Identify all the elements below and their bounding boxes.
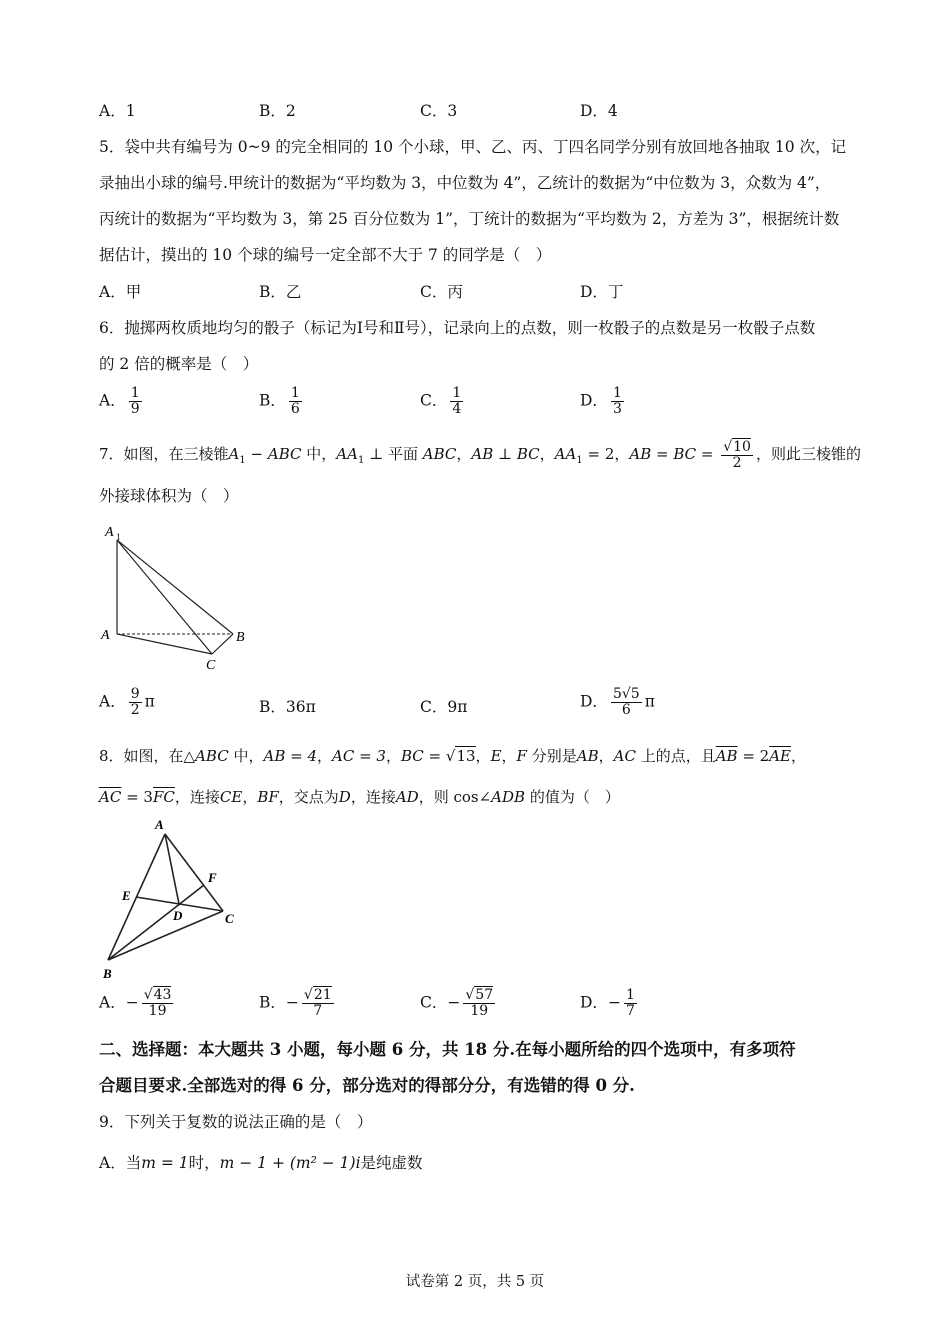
label-b: B <box>236 630 245 645</box>
q9-option-a: A．当m = 1时，m − 1 + (m² − 1)i是纯虚数 <box>99 1154 423 1172</box>
q7-option-c: C．9π <box>420 698 468 716</box>
q9-title: 9．下列关于复数的说法正确的是（ ） <box>99 1113 373 1131</box>
edge-a1-b <box>117 540 233 634</box>
q5-line-4: 据估计，摸出的 10 个球的编号一定全部不大于 7 的同学是（ ） <box>99 246 552 264</box>
q7-option-b: B．36π <box>259 698 316 716</box>
label-a: A <box>155 817 164 832</box>
label-c: C <box>206 658 216 673</box>
q7-option-d: D． $\frac{5√5}{6}$ π <box>580 686 655 718</box>
q7-line-1: 7．如图，在三棱锥$A_1$ − ABC 中，$AA_1$ ⊥ 平面 ABC，AB ⊥ BC，$AA_1 = 2$，AB = BC = $\frac{√10}{2}$ ，则此三棱锥的 <box>99 438 861 471</box>
q5-option-c: C．丙 <box>420 283 463 301</box>
q8-option-d: D．− $\frac{1}{7}$ <box>580 987 635 1019</box>
q5-option-d: D．丁 <box>580 283 624 301</box>
q4-option-a: A．1 <box>99 102 136 120</box>
label-b: B <box>103 966 112 981</box>
label-f: F <box>208 870 217 885</box>
q4-option-d: D．4 <box>580 102 618 120</box>
q6-option-b: B． $\frac{1}{6}$ <box>259 385 300 417</box>
label-a1-sub: 1 <box>116 532 121 542</box>
q4-option-c: C．3 <box>420 102 458 120</box>
label-e: E <box>122 888 131 903</box>
q5-option-a: A．甲 <box>99 283 142 301</box>
q6-option-d: D． $\frac{1}{3}$ <box>580 385 622 417</box>
edge-c-b <box>212 634 233 654</box>
q6-line-2: 的 2 倍的概率是（ ） <box>99 355 259 373</box>
label-c: C <box>225 911 234 926</box>
q5-line-2: 录抽出小球的编号.甲统计的数据为“平均数为 3，中位数为 4”，乙统计的数据为“中位数为 3，众数为 4”， <box>99 174 831 192</box>
page-footer: 试卷第 2 页，共 5 页 <box>405 1274 545 1290</box>
label-a: A <box>101 628 110 643</box>
q5-line-1: 5．袋中共有编号为 0~9 的完全相同的 10 个小球，甲、乙、丙、丁四名同学分别有放回地各抽取 10 次，记 <box>99 138 847 156</box>
q5-line-3: 丙统计的数据为“平均数为 3，第 25 百分位数为 1”，丁统计的数据为“平均数为 2，方差为 3”，根据统计数 <box>99 210 840 228</box>
q6-option-a: A． $\frac{1}{9}$ <box>99 385 140 417</box>
q6-line-1: 6．抛掷两枚质地均匀的骰子（标记为Ⅰ号和Ⅱ号），记录向上的点数，则一枚骰子的点数是另一枚骰子点数 <box>99 319 816 337</box>
q8-triangle-figure <box>95 812 255 984</box>
q8-line-2: $\overline{AC} = 3\overline{FC}$，连接CE，BF，交点为D，连接AD，则 cos∠ADB 的值为（ ） <box>99 788 620 806</box>
q8-line-1: 8．如图，在△ABC 中，AB = 4，AC = 3，BC = √13，E，F 分别是AB，AC 上的点，且$\overline{AB} = 2\overline{AE}$， <box>99 747 807 765</box>
q6-option-c: C． $\frac{1}{4}$ <box>420 385 462 417</box>
q7-line-2: 外接球体积为（ ） <box>99 487 239 505</box>
q4-option-b: B．2 <box>259 102 296 120</box>
label-d: D <box>173 908 183 923</box>
side-bc <box>108 911 223 960</box>
section-2-heading-line-1: 二、选择题：本大题共 3 小题，每小题 6 分，共 18 分.在每小题所给的四个选项中，有多项符 <box>99 1040 796 1059</box>
q7-tetrahedron-figure <box>95 518 265 678</box>
q5-option-b: B．乙 <box>259 283 302 301</box>
q8-option-b: B．− $\frac{√21}{7}$ <box>259 987 332 1019</box>
label-a1: A <box>105 525 114 540</box>
q7-option-a: A． $\frac{9}{2}$ π <box>99 686 155 718</box>
q8-option-a: A．− $\frac{√43}{19}$ <box>99 987 172 1019</box>
q8-option-c: C．− $\frac{√57}{19}$ <box>420 987 494 1019</box>
section-2-heading-line-2: 合题目要求.全部选对的得 6 分，部分选对的得部分分，有选错的得 0 分. <box>99 1076 635 1095</box>
